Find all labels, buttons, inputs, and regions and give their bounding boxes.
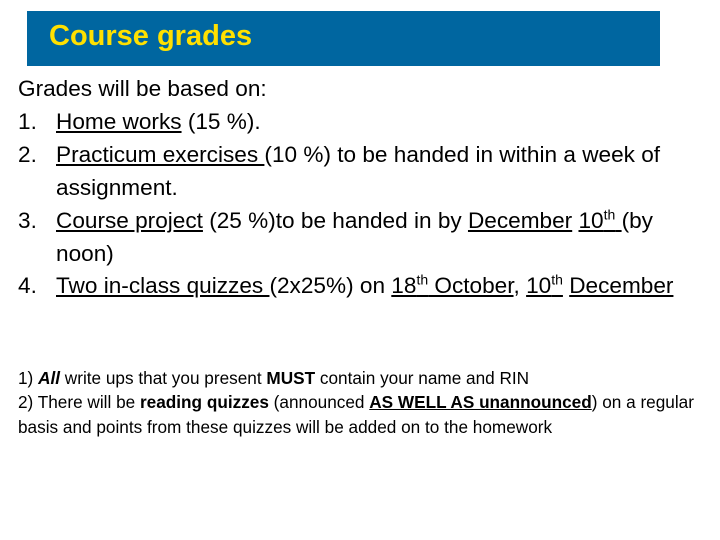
item-detail: (2x25%) on — [269, 273, 392, 299]
note-2-text: (announced — [268, 392, 370, 413]
item-label: Practicum exercises — [56, 141, 265, 167]
item-detail: (25 %)to be handed in by — [202, 207, 468, 233]
note-1 — [18, 366, 698, 390]
quiz-date-2 — [526, 273, 563, 298]
quiz-date-2-month: December — [569, 273, 674, 299]
item-number: 1. — [18, 108, 37, 134]
list-item-quizzes — [18, 270, 708, 303]
note-2-emphasis: AS WELL AS unannounced — [369, 392, 592, 413]
quiz-date-1-month: October — [428, 273, 514, 299]
note-2-prefix: 2) There will be — [18, 392, 140, 413]
item-number: 4. — [18, 273, 37, 299]
title-banner — [27, 11, 660, 66]
quiz-date-1 — [391, 273, 513, 298]
quiz-date-2-suffix: th — [551, 272, 563, 289]
quiz-date-1-day: 18 — [391, 273, 417, 299]
item-detail: (15 %). — [181, 108, 261, 134]
deadline-suffix: th — [603, 206, 616, 223]
deadline-day: 10 — [578, 207, 604, 233]
deadline-date — [578, 208, 621, 233]
note-2 — [18, 390, 698, 439]
note-2-reading-quizzes: reading quizzes — [139, 392, 269, 413]
notes-section — [18, 366, 698, 439]
item-detail: (10 %) to be handed in within a week of assignment. — [56, 141, 661, 200]
list-item-practicum — [18, 139, 708, 205]
deadline-month: December — [467, 207, 573, 233]
slide-title: Course grades — [49, 20, 253, 52]
item-number: 2. — [18, 141, 37, 167]
item-label: Home works — [56, 108, 182, 134]
quiz-date-2-day: 10 — [526, 273, 552, 299]
item-label: Two in-class quizzes — [56, 273, 270, 299]
note-1-must: MUST — [266, 368, 316, 388]
item-label: Course project — [56, 207, 203, 233]
intro-line: Grades will be based on: — [18, 76, 267, 101]
note-1-emphasis: All — [38, 368, 61, 388]
list-item-homeworks — [18, 106, 708, 139]
date-separator: , — [513, 273, 527, 299]
list-item-course-project — [18, 205, 708, 271]
note-1-text: write ups that you present — [60, 368, 267, 388]
deadline-note: (by noon) — [56, 207, 653, 266]
note-1-prefix: 1) — [18, 368, 39, 388]
note-1-tail: contain your name and RIN — [315, 368, 530, 388]
note-2-tail: ) on a regular basis and points from these quizzes will be added on to the homework — [18, 392, 694, 437]
quiz-date-1-suffix: th — [416, 272, 429, 289]
item-number: 3. — [18, 207, 37, 233]
grading-breakdown — [18, 73, 708, 303]
